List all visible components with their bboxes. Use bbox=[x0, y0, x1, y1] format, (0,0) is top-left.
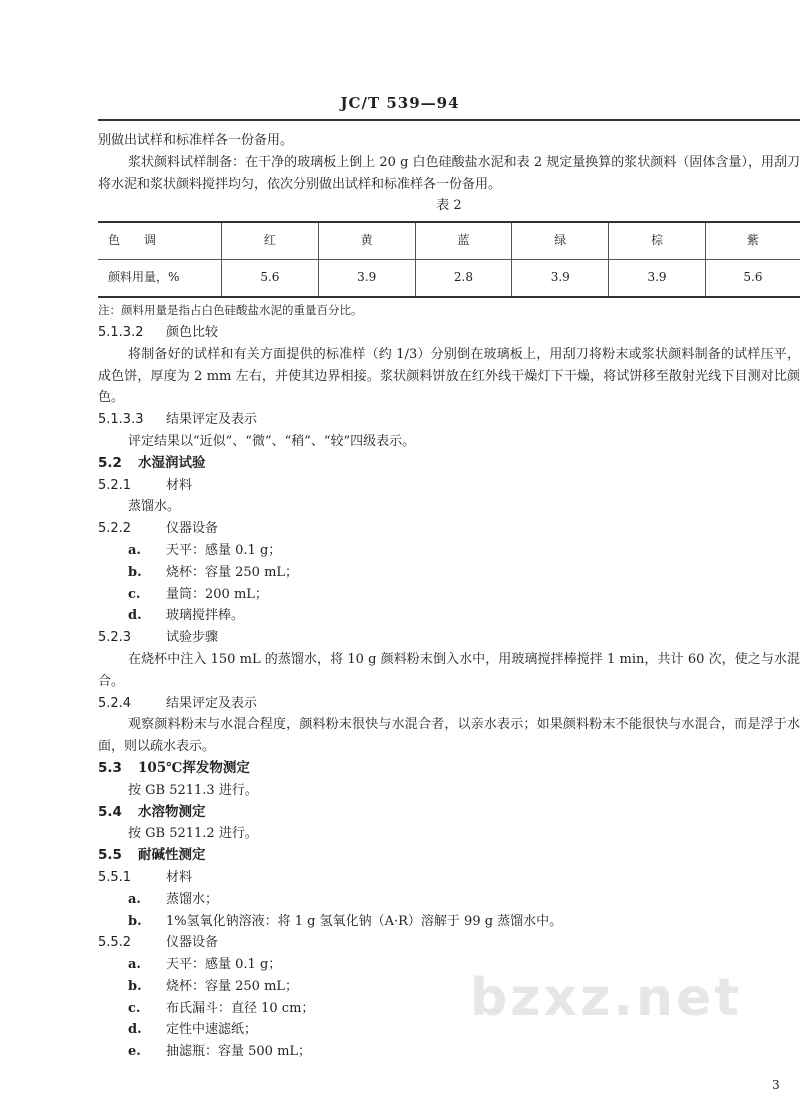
subsection-heading bbox=[98, 693, 800, 715]
paragraph: 观察颜料粉末与水混合程度，颜料粉末很快与水混合者，以亲水表示；如果颜料粉末不能很快与水混合，而是浮于水面，则以疏水表示。 bbox=[98, 717, 800, 755]
table-caption: 表 2 bbox=[436, 198, 462, 214]
list-item-text: 量筒：200 mL； bbox=[166, 586, 268, 602]
section-title: 水溶物测定 bbox=[138, 803, 206, 820]
color-header-cell: 红 bbox=[222, 222, 319, 260]
list-item bbox=[98, 1041, 800, 1063]
dosage-value-cell: 5.6 bbox=[705, 260, 800, 298]
section-title: 仪器设备 bbox=[166, 521, 219, 537]
paragraph: 别做出试样和标准样各一份备用。 bbox=[98, 133, 294, 148]
row-label-cell: 色 调 bbox=[98, 222, 222, 260]
list-item-text: 蒸馏水； bbox=[166, 891, 219, 907]
paragraph: 蒸馏水。 bbox=[128, 499, 181, 515]
section-number: 5.4 bbox=[98, 803, 122, 820]
subsection-heading bbox=[98, 475, 800, 497]
list-item-text: 烧杯：容量 250 mL； bbox=[166, 564, 299, 580]
list-item-text: 抽滤瓶：容量 500 mL； bbox=[166, 1044, 312, 1060]
dosage-value-cell: 5.6 bbox=[222, 260, 319, 298]
watermark: bzxz.net bbox=[470, 968, 743, 1028]
list-item-label: d. bbox=[128, 1022, 142, 1038]
list-item bbox=[98, 540, 800, 562]
list-item bbox=[98, 889, 800, 911]
row-label-cell: 颜料用量，% bbox=[108, 270, 180, 285]
section-title: 试验步骤 bbox=[166, 630, 219, 646]
table-header-row bbox=[98, 222, 800, 260]
section-title: 105℃挥发物测定 bbox=[138, 759, 250, 776]
section-number: 5.2.1 bbox=[98, 477, 132, 493]
section-number: 5.2 bbox=[98, 454, 122, 471]
section-title: 结果评定及表示 bbox=[166, 412, 258, 428]
list-item-label: b. bbox=[128, 913, 142, 929]
section-number: 5.5.2 bbox=[98, 935, 132, 951]
document-body bbox=[98, 130, 800, 1063]
color-header-cell: 黄 bbox=[318, 222, 415, 260]
section-number: 5.1.3.2 bbox=[98, 324, 144, 340]
section-number: 5.5 bbox=[98, 847, 122, 864]
header-rule bbox=[98, 119, 800, 121]
list-item-label: d. bbox=[128, 608, 142, 624]
section-title: 材料 bbox=[166, 477, 193, 493]
subsection-heading bbox=[98, 322, 800, 344]
list-item-text: 1%氢氧化钠溶液：将 1 g 氢氧化钠（A·R）溶解于 99 g 蒸馏水中。 bbox=[166, 913, 563, 929]
page-number: 3 bbox=[772, 1078, 780, 1092]
section-title: 结果评定及表示 bbox=[166, 695, 258, 711]
paragraph: 按 GB 5211.3 进行。 bbox=[128, 782, 258, 798]
section-number: 5.2.2 bbox=[98, 521, 132, 537]
paragraph: 评定结果以“近似”、“微”、“稍”、“较”四级表示。 bbox=[128, 433, 416, 449]
section-title: 耐碱性测定 bbox=[138, 847, 206, 864]
table-row bbox=[98, 260, 800, 298]
subsection-heading bbox=[98, 518, 800, 540]
list-item-label: b. bbox=[128, 564, 142, 580]
section-heading bbox=[98, 453, 800, 475]
list-item-label: c. bbox=[128, 586, 141, 602]
list-item-label: a. bbox=[128, 957, 141, 973]
section-number: 5.3 bbox=[98, 759, 122, 776]
list-item bbox=[98, 605, 800, 627]
section-title: 颜色比较 bbox=[166, 324, 219, 340]
list-item-label: a. bbox=[128, 891, 141, 907]
table-note: 注：颜料用量是指占白色硅酸盐水泥的重量百分比。 bbox=[98, 303, 363, 318]
section-number: 5.5.1 bbox=[98, 869, 132, 885]
list-item bbox=[98, 584, 800, 606]
section-heading bbox=[98, 845, 800, 867]
list-item-text: 布氏漏斗：直径 10 cm； bbox=[166, 1000, 315, 1016]
list-item bbox=[98, 998, 800, 1020]
subsection-heading bbox=[98, 867, 800, 889]
list-item-text: 烧杯：容量 250 mL； bbox=[166, 978, 299, 994]
paragraph: 在烧杯中注入 150 mL 的蒸馏水，将 10 g 颜料粉末倒入水中，用玻璃搅拌棒搅拌 1 min，共计 60 次，使之与水混合。 bbox=[98, 651, 800, 689]
color-header-cell: 棕 bbox=[609, 222, 706, 260]
pigment-dosage-table bbox=[98, 221, 800, 298]
list-item-label: b. bbox=[128, 978, 142, 994]
paragraph: 将制备好的试样和有关方面提供的标准样（约 1/3）分别倒在玻璃板上，用刮刀将粉末或浆状颜料制备的试样压平，成色饼，厚度为 2 mm 左右，并使其边界相接。浆状颜料饼放在红外线干燥灯下干燥，将试饼移至散射光线下目测对比颜色。 bbox=[98, 346, 800, 406]
list-item-text: 天平：感量 0.1 g； bbox=[166, 542, 282, 558]
list-item-text: 玻璃搅拌棒。 bbox=[166, 608, 245, 624]
document-code-header: JC/T 539—94 bbox=[340, 94, 460, 112]
section-title: 仪器设备 bbox=[166, 935, 219, 951]
subsection-heading bbox=[98, 627, 800, 649]
paragraph: 按 GB 5211.2 进行。 bbox=[128, 826, 258, 842]
dosage-value-cell: 3.9 bbox=[609, 260, 706, 298]
color-header-cell: 紫 bbox=[705, 222, 800, 260]
section-heading bbox=[98, 802, 800, 824]
section-title: 材料 bbox=[166, 869, 193, 885]
color-header-cell: 绿 bbox=[512, 222, 609, 260]
list-item bbox=[98, 976, 800, 998]
dosage-value-cell: 2.8 bbox=[415, 260, 512, 298]
list-item bbox=[98, 954, 800, 976]
section-heading bbox=[98, 758, 800, 780]
list-item-text: 天平：感量 0.1 g； bbox=[166, 957, 282, 973]
list-item bbox=[98, 1019, 800, 1041]
list-item-label: e. bbox=[128, 1044, 141, 1060]
subsection-heading bbox=[98, 932, 800, 954]
paragraph: 浆状颜料试样制备：在干净的玻璃板上倒上 20 g 白色硅酸盐水泥和表 2 规定量换算的浆状颜料（固体含量），用刮刀将水泥和浆状颜料搅拌均匀，依次分别做出试样和标准样各一份备用。 bbox=[98, 154, 800, 192]
dosage-value-cell: 3.9 bbox=[318, 260, 415, 298]
dosage-value-cell: 3.9 bbox=[512, 260, 609, 298]
list-item-label: a. bbox=[128, 542, 141, 558]
list-item-label: c. bbox=[128, 1000, 141, 1016]
section-number: 5.1.3.3 bbox=[98, 412, 144, 428]
list-item-text: 定性中速滤纸； bbox=[166, 1022, 258, 1038]
subsection-heading bbox=[98, 409, 800, 431]
section-title: 水湿润试验 bbox=[138, 454, 206, 471]
color-header-cell: 蓝 bbox=[415, 222, 512, 260]
section-number: 5.2.3 bbox=[98, 630, 132, 646]
section-number: 5.2.4 bbox=[98, 695, 132, 711]
list-item bbox=[98, 562, 800, 584]
list-item bbox=[98, 911, 800, 933]
